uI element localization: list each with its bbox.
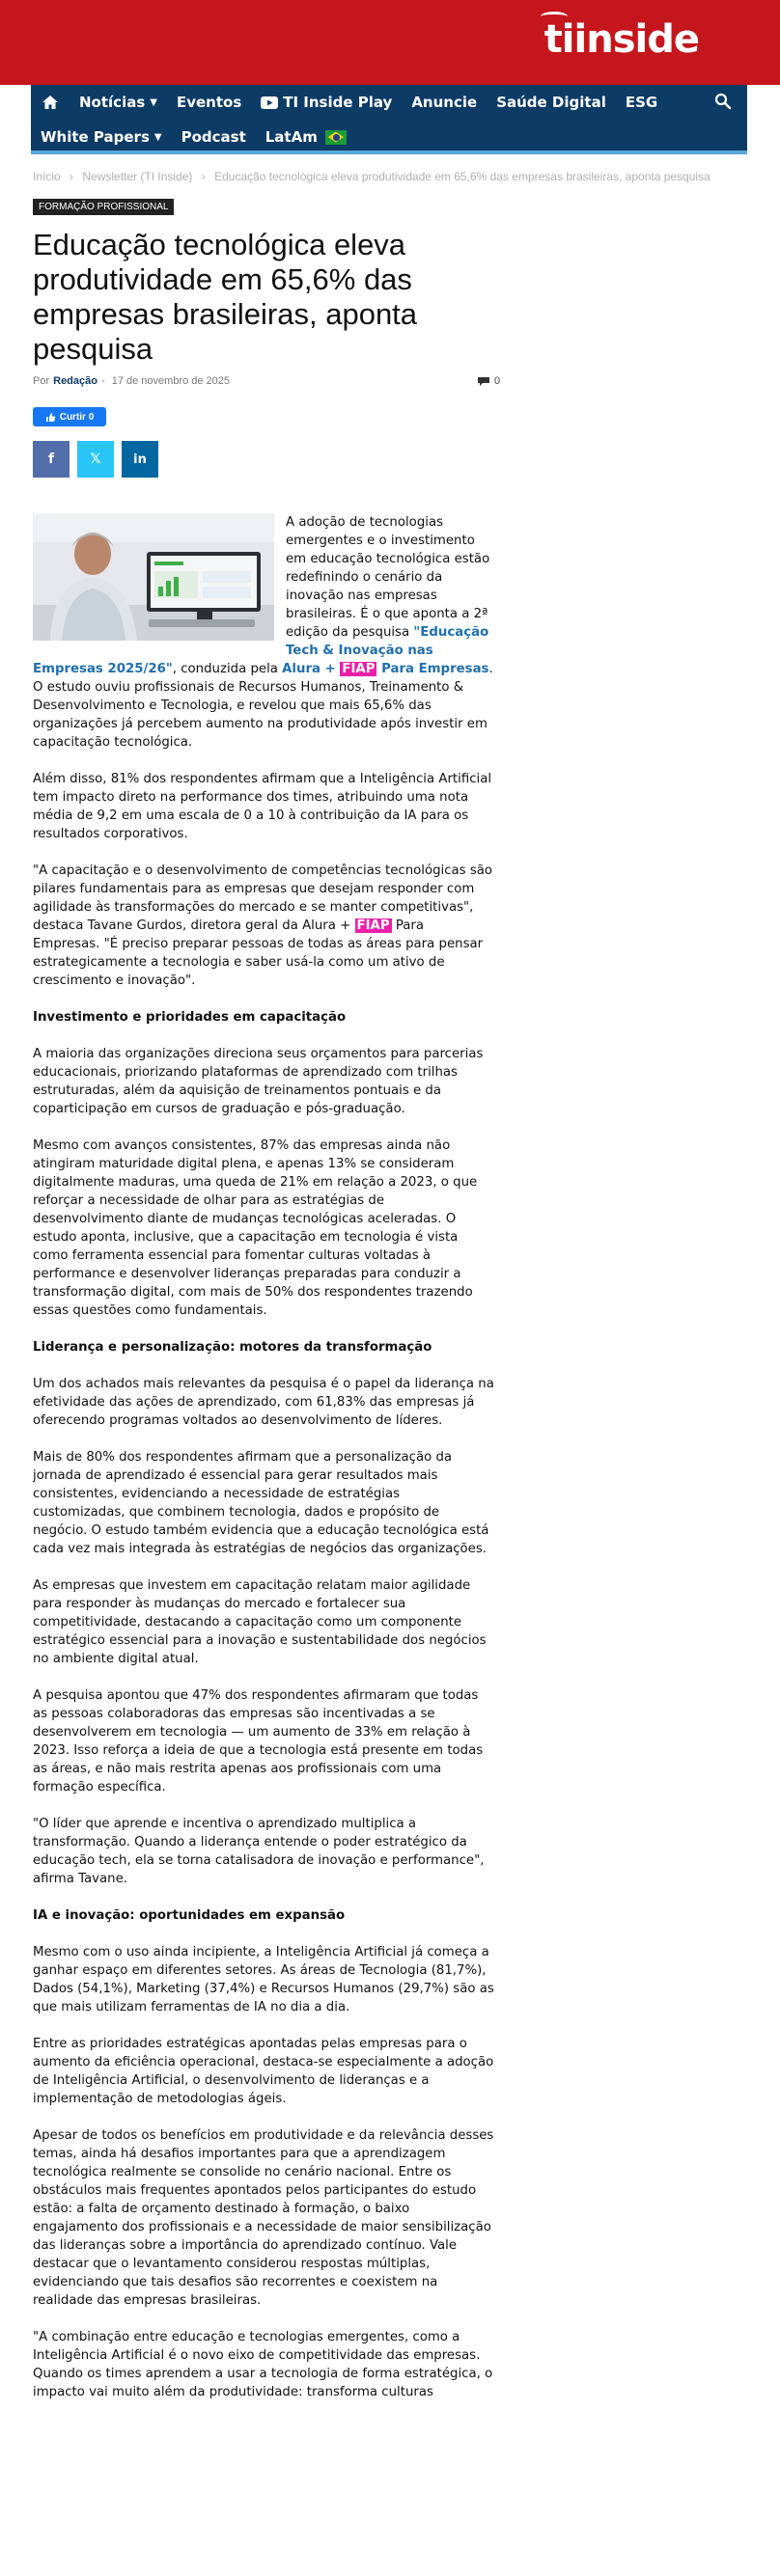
breadcrumb-separator-icon: ›: [201, 170, 206, 183]
paragraph: A maioria das organizações direciona seus orçamentos para parcerias educacionais, priorizando plataformas de aprendizado com trilhas estruturadas, além da aquisição de treinamentos pontuais e da coparticipação em cursos de graduação e pós-graduação.: [33, 1047, 484, 1116]
brazil-flag-icon: [325, 130, 347, 145]
breadcrumb-separator-icon: ›: [70, 170, 74, 183]
paragraph: Mesmo com o uso ainda incipiente, a Inteligência Artificial já começa a ganhar espaço em diferentes setores. As áreas de Tecnologia (81,7%), Dados (54,1%), Marketing (37,4%) e Recursos Humanos (29,7%) são as que mais utilizam ferramentas de IA no dia a dia.: [33, 1945, 494, 2014]
breadcrumb: [33, 170, 716, 183]
comment-icon: [477, 376, 490, 387]
survey-link[interactable]: "Educação Tech & Inovação nas Empresas 2025/26": [33, 625, 489, 676]
facebook-like-button[interactable]: Curtir 0: [33, 407, 106, 426]
nav-row-2: [31, 120, 356, 154]
share-buttons: [33, 441, 158, 478]
publish-date: 17 de novembro de 2025: [111, 375, 231, 387]
paragraph: Apesar de todos os benefícios em produtividade e da relevância desses temas, ainda há desafios importantes para que a aprendizagem tecnológica realmente se consolide no cenário nacional. Entre os obstáculos mais frequentes apontados pelos participantes do estudo estão: a falta de orçamento destinado à formação, o baixo engajamento dos profissionais e a necessidade de maior sensibilização das lideranças sobre a importância do aprendizado contínuo. Vale destacar que o levantamento considerou respostas múltiplas, evidenciando que tais desafios são recorrentes e coexistem na realidade das empresas brasileiras.: [33, 2128, 494, 2308]
nav-item-saude-digital[interactable]: Saúde Digital: [496, 94, 606, 111]
section-heading: Investimento e prioridades em capacitação: [33, 1010, 347, 1025]
paragraph: Entre as prioridades estratégicas apontadas pelas empresas para o aumento da eficiência operacional, destaca-se especialmente a adoção de Inteligência Artificial, o desenvolvimento de lideranças e a implementação de metodologias ágeis.: [33, 2037, 494, 2106]
section-heading: IA e inovação: oportunidades em expansão: [33, 1908, 346, 1923]
paragraph: A adoção de tecnologias emergentes e o investimento em educação tecnológica estão redefinindo o cenário da inovação nas empresas brasileiras. É o que aponta a 2ª edição da pesquisa "Educação Tech & Inovação nas Empresas 2025/26", conduzida pela Alura + FIAP Para Empresas. O estudo ouviu profissionais de Recursos Humanos, Treinamento & Desenvolvimento e Tecnologia, e revelou que mais 65,6% das organizações já percebem aumento na produtividade após investir em capacitação tecnológica.: [33, 515, 493, 750]
facebook-icon: f: [47, 452, 55, 467]
paragraph: Mais de 80% dos respondentes afirmam que a personalização da jornada de aprendizado é essencial para gerar resultados mais consistentes, evidenciando a necessidade de estratégias customizadas, que combinem tecnologia, dados e propósito de negócio. O estudo também evidencia que a educação tecnológica está cada vez mais integrada às estratégias de negócios das organizações.: [33, 1450, 489, 1556]
nav-item-latam[interactable]: LatAm: [256, 120, 356, 154]
paragraph: Um dos achados mais relevantes da pesquisa é o papel da liderança na efetividade das ações de aprendizado, com 61,83% das empresas já oferecendo programas voltados ao desenvolvimento de líderes.: [33, 1377, 494, 1428]
breadcrumb-current: Educação tecnológica eleva produtividade em 65,6% das empresas brasileiras, aponta pesquisa: [214, 170, 710, 183]
section-heading: Liderança e personalização: motores da transformação: [33, 1340, 432, 1355]
category-badge[interactable]: FORMAÇÃO PROFISSIONAL: [33, 199, 174, 215]
site-logo[interactable]: [544, 17, 699, 62]
author-link[interactable]: Redação: [53, 375, 98, 387]
site-header: [0, 0, 780, 85]
paragraph: "A capacitação e o desenvolvimento de competências tecnológicas são pilares fundamentais para as empresas que desejam responder com agilidade às transformações do mercado e se manter competitivas", destaca Tavane Gurdos, diretora geral da Alura + FIAP Para Empresas. "É preciso preparar pessoas de todas as áreas para pensar estrategicamente a tecnologia e saber usá-la como um ativo de crescimento e inovação".: [33, 863, 493, 988]
nav-item-white-papers[interactable]: White Papers ▼: [41, 128, 162, 146]
alura-fiap-link[interactable]: Alura + FIAP Para Empresas: [282, 662, 489, 676]
page-title: Educação tecnológica eleva produtividade em 65,6% das empresas brasileiras, aponta pesquisa: [33, 228, 418, 366]
search-icon[interactable]: [714, 93, 734, 112]
nav-item-esg[interactable]: ESG: [625, 94, 658, 111]
breadcrumb-home[interactable]: Início: [33, 170, 61, 183]
nav-item-anuncie[interactable]: Anuncie: [411, 94, 478, 111]
youtube-icon: [261, 96, 278, 109]
breadcrumb-section[interactable]: Newsletter (TI Inside): [82, 170, 193, 183]
article-meta: [33, 375, 230, 387]
fiap-highlight: FIAP: [356, 918, 390, 933]
nav-item-noticias[interactable]: Notícias ▼: [79, 94, 157, 111]
x-share-button[interactable]: [77, 441, 114, 478]
paragraph: As empresas que investem em capacitação relatam maior agilidade para responder às mudanças do mercado e fortalecer sua competitividade, destacando a capacitação como um componente estratégico essencial para a inovação e sustentabilidade dos negócios no ambiente digital atual.: [33, 1578, 487, 1666]
image-float-spacer: [33, 513, 286, 643]
main-navigation: [31, 85, 747, 154]
quote-paragraph: "O líder que aprende e incentiva o aprendizado multiplica a transformação. Quando a liderança entende o poder estratégico da educação tech, ela se torna catalisadora de inovação e performance", afirma Tavane.: [33, 1817, 485, 1886]
article-body: [33, 513, 494, 2420]
thumbs-up-icon: [45, 412, 56, 423]
quote-paragraph: "A combinação entre educação e tecnologias emergentes, como a Inteligência Artificial é o novo eixo de competitividade das empresas. Quando os times aprendem a usar a tecnologia de forma estratégica, o impacto vai muito além da produtividade: transforma culturas: [33, 2330, 493, 2399]
facebook-share-button[interactable]: [33, 441, 70, 478]
logo-text: tiinside: [543, 17, 699, 62]
home-icon[interactable]: [31, 85, 70, 120]
chevron-down-icon: ▼: [150, 96, 157, 108]
linkedin-icon: in: [133, 452, 147, 467]
linkedin-share-button[interactable]: [122, 441, 158, 478]
meta-by: Por: [33, 375, 50, 387]
nav-row-1: [31, 85, 667, 120]
nav-item-ti-inside-play[interactable]: TI Inside Play: [251, 85, 402, 120]
x-icon: 𝕏: [90, 452, 101, 467]
nav-item-eventos[interactable]: Eventos: [176, 94, 242, 111]
comments-count[interactable]: 0: [477, 375, 500, 387]
logo-swoosh-icon: [541, 12, 568, 21]
nav-item-podcast[interactable]: Podcast: [181, 128, 246, 146]
chevron-down-icon: ▼: [153, 131, 162, 143]
paragraph: Além disso, 81% dos respondentes afirmam que a Inteligência Artificial tem impacto direto na performance dos times, atribuindo uma nota média de 9,2 em uma escala de 0 a 10 à contribuição da IA para os resultados corporativos.: [33, 772, 492, 841]
meta-sep: -: [100, 375, 105, 387]
paragraph: A pesquisa apontou que 47% dos respondentes afirmaram que todas as pessoas colaboradoras das empresas são incentivadas a se desenvolverem em tecnologia — um aumento de 33% em relação à 2023. Isso reforça a ideia de que a tecnologia está presente em todas as áreas, e não mais restrita apenas aos profissionais com uma formação específica.: [33, 1688, 484, 1795]
paragraph: Mesmo com avanços consistentes, 87% das empresas ainda não atingiram maturidade digital plena, e apenas 13% se consideram digitalmente maduras, uma queda de 21% em relação a 2023, o que reforçar a necessidade de olhar para as estratégias de desenvolvimento diante de mudanças tecnológicas aceleradas. O estudo aponta, inclusive, que a capacitação em tecnologia é vista como ferramenta essencial para fomentar culturas voltadas à performance e desenvolver lideranças preparadas para conduzir a transformação digital, com mais de 50% dos respondentes trazendo essas questões como fundamentais.: [33, 1138, 478, 1318]
